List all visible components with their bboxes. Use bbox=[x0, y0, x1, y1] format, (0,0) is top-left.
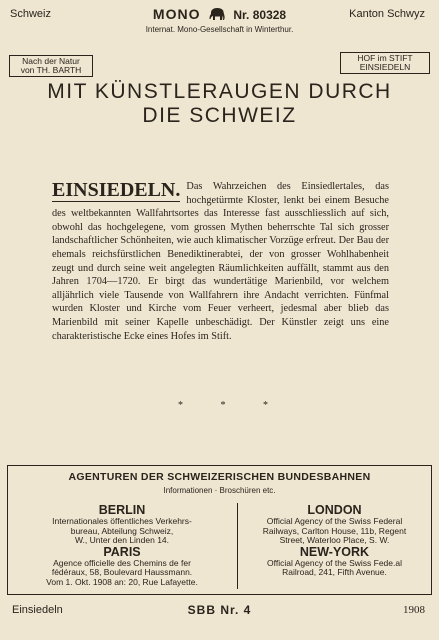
agency-title: AGENTUREN DER SCHWEIZERISCHEN BUNDESBAHNEN bbox=[68, 471, 371, 483]
ornament-stars bbox=[178, 400, 268, 411]
address-line: Street, Waterloo Place, S. W. bbox=[279, 535, 390, 545]
title-line: MIT KÜNSTLERAUGEN DURCH bbox=[47, 80, 392, 103]
star-ornament: * bbox=[263, 400, 268, 411]
footer-series: SBB Nr. 4 bbox=[187, 603, 252, 617]
title-line: DIE SCHWEIZ bbox=[142, 104, 297, 127]
country-label: Schweiz bbox=[10, 8, 51, 20]
address-line: Official Agency of the Swiss Fede.al bbox=[267, 557, 402, 568]
brand-name: MONO bbox=[152, 6, 201, 22]
place-line: EINSIEDELN bbox=[359, 62, 411, 72]
address-line: Official Agency of the Swiss Federal bbox=[266, 516, 403, 526]
address-line: bureau, Abteilung Schweiz, bbox=[70, 525, 174, 536]
star-ornament: * bbox=[178, 400, 183, 411]
page-title bbox=[0, 80, 439, 128]
city-new-york: NEW-YORK bbox=[299, 544, 370, 559]
article-text: Das Wahrzeichen des Einsiedlertales, das hochgetürmte Kloster, lenkt bei einem Besuche des weltbekannten Wallfahrtsortes das Interesse fast ausschliesslich auf sich, obwohl das hochgelegene, vom grossen Mythen beherrschte Tal sich grosser landschaftlicher Schönheiten, wie auch klimatischer Vorzüge erfreut. Der Bau der ehemals reichsfürstlichen Benediktinerabtei, der von grosser Wohlhabenheit zeugt und durch seine weit angelegten Räumlichkeiten auffällt, stammt aus den Jahren 1704—1720. Er birgt das wundertätige Marienbild, vor welchem alljährlich viele Tausende von Wallfahrern ihre Andacht verrichten. Fünfmal wurden Kloster und Kirche vom Feuer verheert, jedesmal aber blieb das Marienbild mit seiner Kapelle unbeschädigt. Der Künstler zeigt uns eine charakteristische Ecke eines Hofes im Stift. bbox=[52, 181, 389, 342]
address-line: Internationales öffentliches Verkehrs- bbox=[52, 516, 192, 526]
column-divider bbox=[237, 503, 238, 589]
agency-box bbox=[7, 465, 432, 595]
star-ornament: * bbox=[220, 400, 226, 411]
city-berlin: BERLIN bbox=[98, 503, 146, 517]
address-line: Agence officielle des Chemins de fer bbox=[53, 557, 191, 568]
place-line: HOF im STIFT bbox=[357, 53, 413, 63]
series-number: Nr. 80328 bbox=[233, 8, 287, 22]
agency-subtitle: Informationen · Broschüren etc. bbox=[163, 486, 276, 495]
agency-column-left bbox=[12, 504, 232, 587]
city-paris: PARIS bbox=[103, 544, 141, 559]
elephant-icon bbox=[208, 7, 226, 21]
artist-credit-line: von TH. BARTH bbox=[20, 65, 82, 75]
address-line: fédéraux, 58, Boulevard Haussmann. bbox=[51, 567, 193, 577]
address-line: Railways, Carlton House, 11b, Regent bbox=[262, 525, 407, 536]
article bbox=[52, 180, 389, 343]
artist-credit-line: Nach der Natur bbox=[22, 56, 80, 66]
city-london: LONDON bbox=[307, 503, 362, 517]
address-line: Vom 1. Okt. 1908 an: 20, Rue Lafayette. bbox=[46, 576, 198, 587]
article-heading: EINSIEDELN. bbox=[52, 179, 181, 201]
publisher-line: Internat. Mono-Gesellschaft in Winterthur. bbox=[145, 25, 294, 34]
artist-credit-box bbox=[9, 55, 93, 77]
address-line: W., Unter den Linden 14. bbox=[74, 535, 170, 545]
canton-label: Kanton Schwyz bbox=[349, 8, 425, 20]
place-box bbox=[340, 52, 430, 74]
address-line: Railroad, 241, Fifth Avenue. bbox=[282, 567, 387, 577]
footer-year: 1908 bbox=[403, 604, 425, 616]
agency-column-right bbox=[242, 504, 427, 578]
footer-location: Einsiedeln bbox=[12, 604, 63, 616]
